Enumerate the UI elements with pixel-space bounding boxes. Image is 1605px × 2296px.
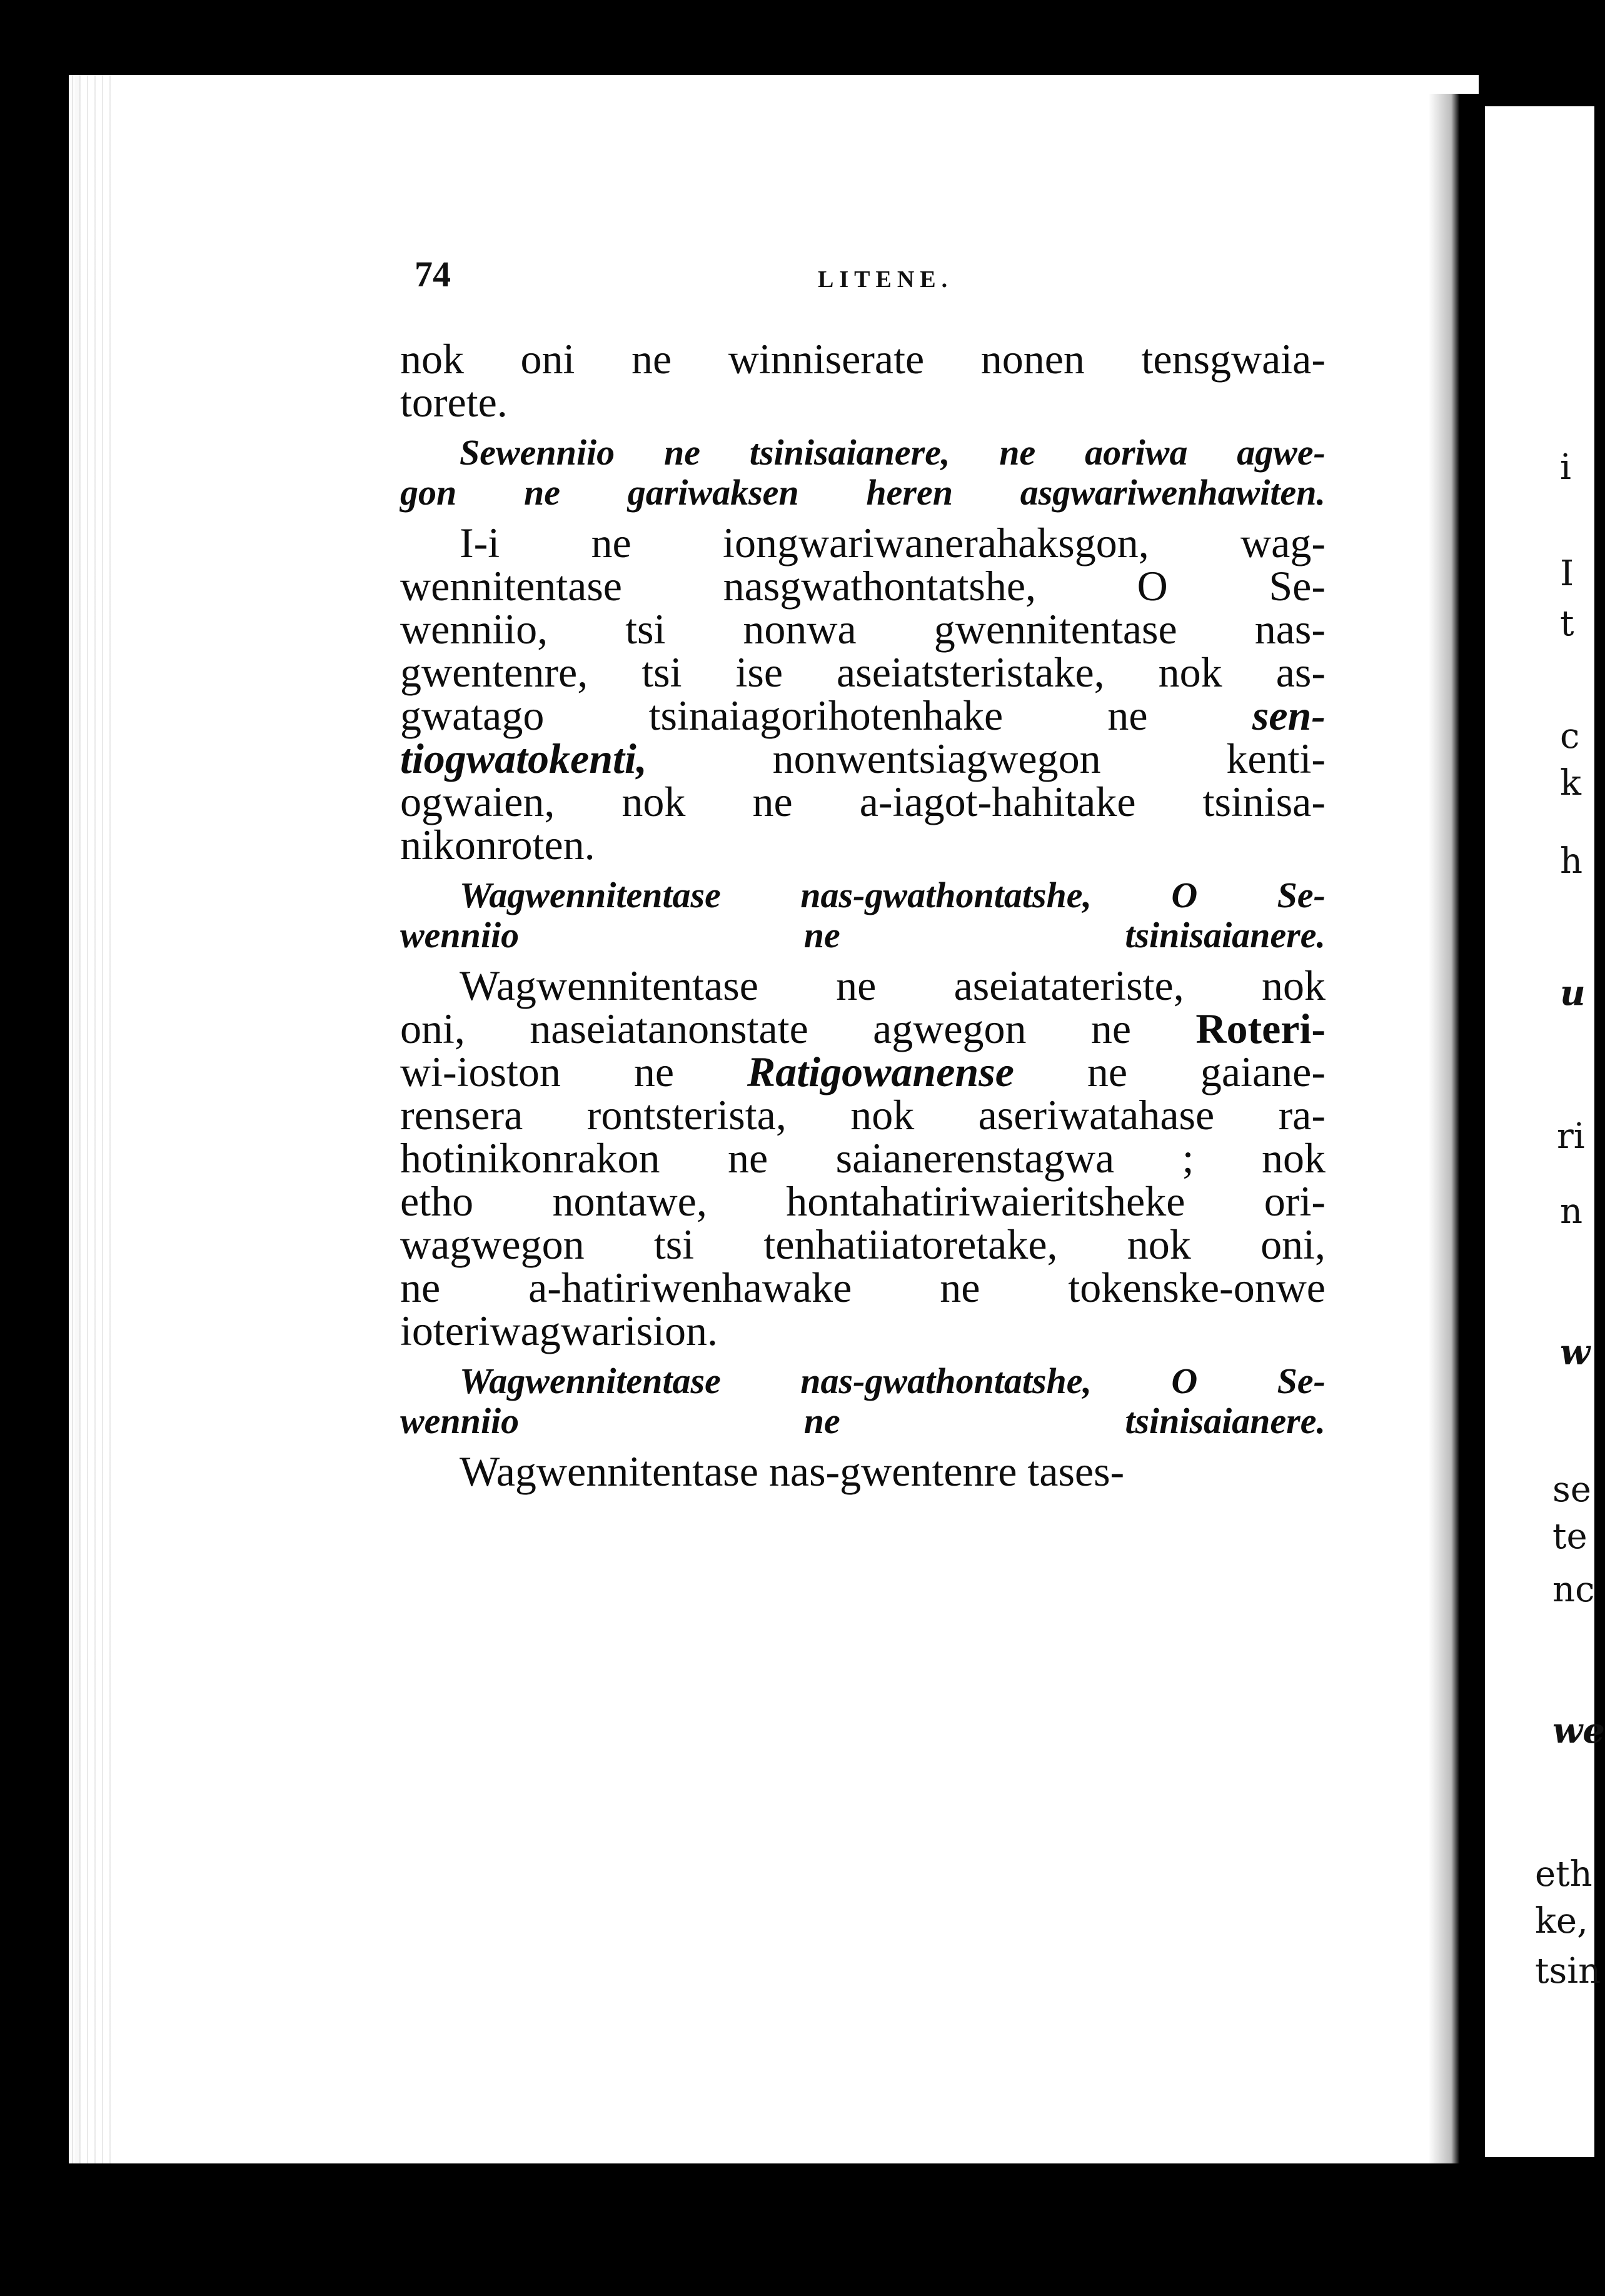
adjacent-page-strip: [1485, 106, 1605, 2157]
text-line: wagwegon tsi tenhatiiatoretake, nok oni,: [400, 1221, 1326, 1268]
response-line: wenniio ne tsinisaianere.: [400, 1401, 1326, 1441]
text-line: Wagwennitentase nas-gwentenre tases-: [460, 1448, 1125, 1495]
text-line: hotinikonrakon ne saianerenstagwa ; nok: [400, 1134, 1326, 1182]
adjacent-page-fragment: t: [1560, 603, 1574, 644]
adjacent-page-fragment: nc: [1552, 1569, 1595, 1610]
adjacent-page-fragment: se: [1552, 1469, 1591, 1510]
text-line: [400, 737, 1326, 780]
response-line: Wagwennitentase nas-gwathontatshe, O Se-: [460, 1361, 1326, 1401]
text-line: wenniio, tsi nonwa gwennitentase nas-: [400, 605, 1326, 653]
adjacent-page-fragment: eth: [1535, 1854, 1592, 1895]
page-text: [400, 335, 1326, 1495]
text-line: rensera rontsterista, nok aseriwatahase ra-: [400, 1091, 1326, 1139]
text-run-italic: Ratigowanense: [747, 1048, 1014, 1095]
text-line: [400, 694, 1326, 737]
text-run: gwatago tsinaiagorihotenhake ne: [400, 692, 1252, 739]
text-run-italic: tiogwatokenti,: [400, 735, 647, 782]
text-line: torete.: [400, 378, 508, 426]
page-header: [415, 253, 1321, 297]
page-number: 74: [415, 254, 451, 295]
adjacent-page-fragment: tsin: [1535, 1951, 1601, 1991]
text-line: Wagwennitentase ne aseiatateriste, nok: [460, 962, 1326, 1009]
text-line: [400, 1050, 1326, 1094]
text-line: [400, 1007, 1326, 1050]
text-line: etho nontawe, hontahatiriwaieritsheke ori-: [400, 1177, 1326, 1225]
adjacent-page-fragment: h: [1560, 841, 1583, 882]
adjacent-page-fragment: w: [1560, 1332, 1591, 1373]
text-line: ioteriwagwarision.: [400, 1307, 718, 1354]
text-line: nikonroten.: [400, 821, 595, 869]
response-line: gon ne gariwaksen heren asgwariwenhawiten.: [400, 472, 1326, 513]
adjacent-page-fragment: c: [1560, 716, 1580, 757]
text-run: oni, naseiatanonstate agwegon ne: [400, 1005, 1196, 1052]
page-edges: [69, 75, 113, 2163]
book-gutter: [1429, 94, 1485, 2163]
adjacent-page-fragment: we: [1552, 1710, 1605, 1751]
response-line: wenniio ne tsinisaianere.: [400, 915, 1326, 955]
text-run: wi-ioston ne: [400, 1048, 747, 1095]
adjacent-page-fragment: n: [1560, 1191, 1583, 1232]
response-line: Wagwennitentase nas-gwathontatshe, O Se-: [460, 875, 1326, 915]
adjacent-page-fragment: u: [1560, 972, 1586, 1014]
response-line: Sewenniio ne tsinisaianere, ne aoriwa agwe-: [460, 432, 1326, 473]
text-run: nonwentsiagwegon kenti-: [647, 735, 1326, 782]
text-line: ne a-hatiriwenhawake ne tokenske-onwe: [400, 1264, 1326, 1311]
adjacent-page-fragment: k: [1560, 763, 1581, 803]
text-run: ne gaiane-: [1014, 1048, 1326, 1095]
text-line: ogwaien, nok ne a-iagot-hahitake tsinisa-: [400, 778, 1326, 825]
running-head: LITENE.: [818, 266, 953, 293]
text-line: I-i ne iongwariwanerahaksgon, wag-: [460, 519, 1326, 566]
adjacent-page-fragment: I: [1560, 553, 1574, 594]
text-line: nok oni ne winniserate nonen tensgwaia-: [400, 335, 1326, 383]
adjacent-page-fragment: ke,: [1535, 1901, 1588, 1941]
text-run-bold: Roteri-: [1195, 1005, 1326, 1052]
adjacent-page-fragment: ri: [1557, 1116, 1585, 1157]
text-run-italic: sen-: [1252, 692, 1326, 739]
text-line: wennitentase nasgwathontatshe, O Se-: [400, 562, 1326, 610]
adjacent-page-fragment: te: [1552, 1516, 1587, 1557]
adjacent-page-fragment: i: [1560, 447, 1571, 488]
text-line: gwentenre, tsi ise aseiatsteristake, nok as-: [400, 648, 1326, 696]
